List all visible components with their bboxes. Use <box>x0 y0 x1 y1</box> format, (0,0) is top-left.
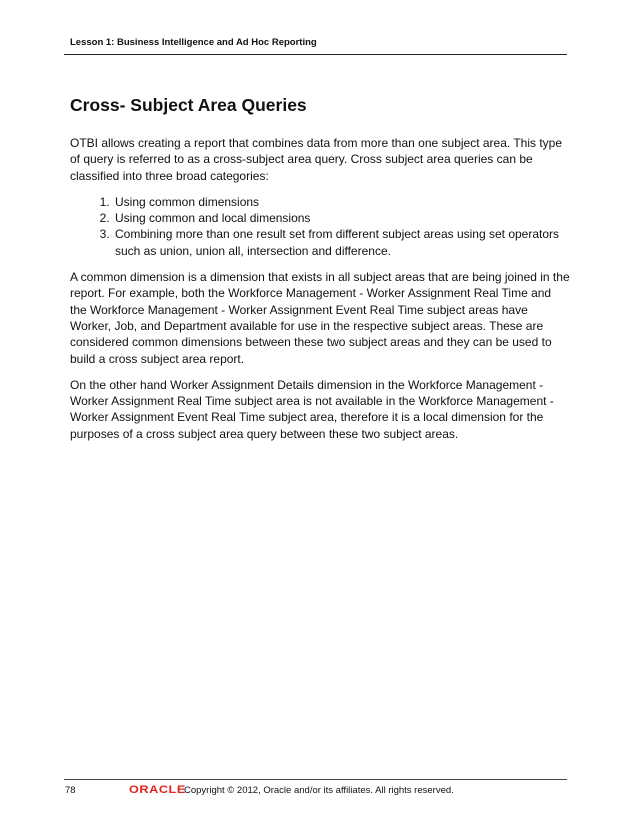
footer-divider <box>64 779 567 780</box>
copyright-notice: Copyright © 2012, Oracle and/or its affiliates. All rights reserved. <box>184 785 454 796</box>
header-divider <box>64 54 567 55</box>
local-dimension-paragraph: On the other hand Worker Assignment Details dimension in the Workforce Management - Worker Assignment Real Time subject area is not available in the Workforce Management - Worker Assignment Event Real Time subject area, therefore it is a local dimension for the purposes of a cross subject area query between these two subject areas. <box>70 377 554 441</box>
lesson-header: Lesson 1: Business Intelligence and Ad Hoc Reporting <box>70 37 317 48</box>
common-dimension-paragraph: A common dimension is a dimension that exists in all subject areas that are being joined in the report. For example, both the Workforce Management - Worker Assignment Real Time and the Workforce Management - Worker Assignment Event Real Time subject areas have Worker, Job, and Department available for use in the respective subject areas. These are considered common dimensions between these two subject areas and they can be used to build a cross subject area report. <box>70 270 570 366</box>
categories-list <box>70 194 570 259</box>
list-item: 1. Using common dimensions <box>113 194 570 210</box>
oracle-logo: ORACLE <box>129 784 186 796</box>
page-number: 78 <box>65 785 76 796</box>
intro-paragraph: OTBI allows creating a report that combines data from more than one subject area. This type of query is referred to as a cross-subject area query. Cross subject area queries can be classified into three broad categories: <box>70 136 563 183</box>
list-item: 2. Using common and local dimensions <box>113 210 570 226</box>
body-content <box>70 135 570 442</box>
page-footer <box>64 785 567 799</box>
list-item: 3. Combining more than one result set from different subject areas using set operators such as union, union all, intersection and difference. <box>113 226 570 259</box>
page-title: Cross- Subject Area Queries <box>70 95 307 115</box>
